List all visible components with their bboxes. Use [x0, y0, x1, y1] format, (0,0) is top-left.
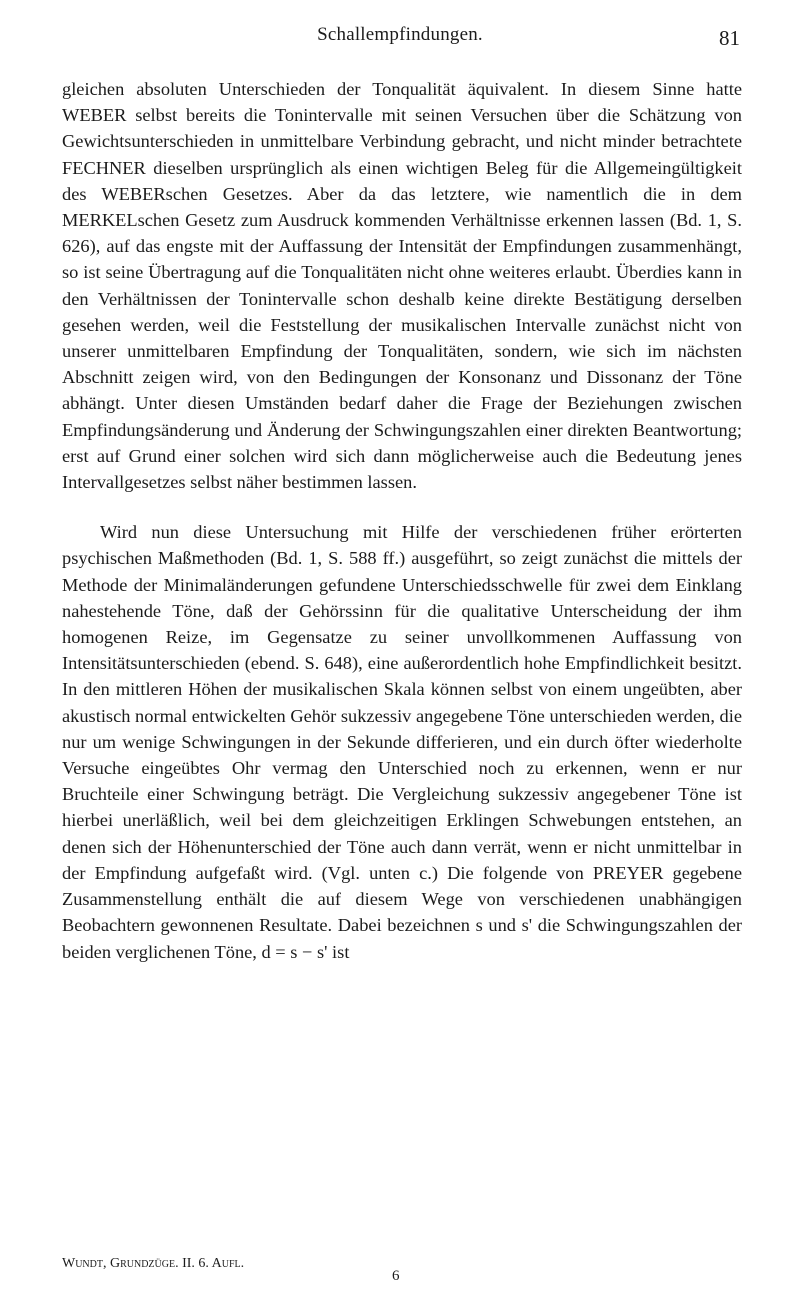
paragraph: gleichen absoluten Unterschieden der Tonqualität äquivalent. In diesem Sinne hatte WEBER selbst bereits die Tonintervalle mit seinen Versuchen über die Schätzung von Gewichtsunterschieden in unmittelbare Verbindung gebracht, und nicht minder betrachtete FECHNER dieselben ursprünglich als einen wichtigen Beleg für die Allgemeingültigkeit des WEBERschen Gesetzes. Aber da das letztere, wie namentlich die in dem MERKELschen Gesetz zum Ausdruck kommenden Verhältnisse erkennen lassen (Bd. 1, S. 626), auf das engste mit der Auffassung der Intensität der Empfindungen zusammenhängt, so ist seine Übertragung auf die Tonqualitäten nicht ohne weiteres erlaubt. Überdies kann in den Verhältnissen der Tonintervalle schon deshalb keine direkte Bestätigung derselben gesehen werden, weil die Feststellung der musikalischen Intervalle zunächst nicht von unserer unmittelbaren Empfindung der Tonqualitäten, sondern, wie sich im nächsten Abschnitt zeigen wird, von den Bedingungen der Konsonanz und Dissonanz der Töne abhängt. Unter diesen Umständen bedarf daher die Frage der Beziehungen zwischen Empfindungsänderung und Änderung der Schwingungszahlen einer direkten Beantwortung; erst auf Grund einer solchen wird sich dann möglicherweise auch die Bedeutung jenes Intervallgesetzes selbst näher bestimmen lassen. — [62, 79, 742, 493]
page-number: 81 — [719, 26, 740, 50]
body-text — [62, 76, 742, 965]
signature-mark: 6 — [392, 1268, 400, 1284]
page-footer — [62, 1256, 742, 1286]
running-title: Schallempfindungen. — [317, 24, 483, 45]
source-note: Wundt, Grundzüge. II. 6. Aufl. — [62, 1256, 245, 1271]
paragraph: Wird nun diese Untersuchung mit Hilfe der verschiedenen früher erörterten psychischen Maßmethoden (Bd. 1, S. 588 ff.) ausgeführt, so zeigt zunächst die mittels der Methode der Minimaländerungen gefundene Unterschiedsschwelle für zwei dem Einklang nahestehende Töne, daß der Gehörssinn für die qualitative Unterscheidung der ihm homogenen Reize, im Gegensatze zu seiner unvollkommenen Auffassung von Intensitätsunterschieden (ebend. S. 648), eine außerordentlich hohe Empfindlichkeit besitzt. In den mittleren Höhen der musikalischen Skala können selbst von einem ungeübten, aber akustisch normal entwickelten Gehör sukzessiv angegebene Töne unterschieden werden, die nur um wenige Schwingungen in der Sekunde differieren, und ein durch öfter wiederholte Versuche eingeübtes Ohr vermag den Unterschied noch zu erkennen, wenn er nur Bruchteile einer Schwingung beträgt. Die Vergleichung sukzessiv angegebener Töne ist hierbei unerläßlich, weil bei dem gleichzeitigen Erklingen Schwebungen entstehen, an denen sich der Höhenunterschied der Töne auch dann verrät, wenn er nicht unmittelbar in der Empfindung aufgefaßt wird. (Vgl. unten c.) Die folgende von PREYER gegebene Zusammenstellung enthält die auf diesem Wege von verschiedenen unabhängigen Beobachtern gewonnenen Resultate. Dabei bezeichnen s und s' die Schwingungszahlen der beiden verglichenen Töne, d = s − s' ist — [62, 522, 742, 962]
running-header — [0, 14, 800, 54]
